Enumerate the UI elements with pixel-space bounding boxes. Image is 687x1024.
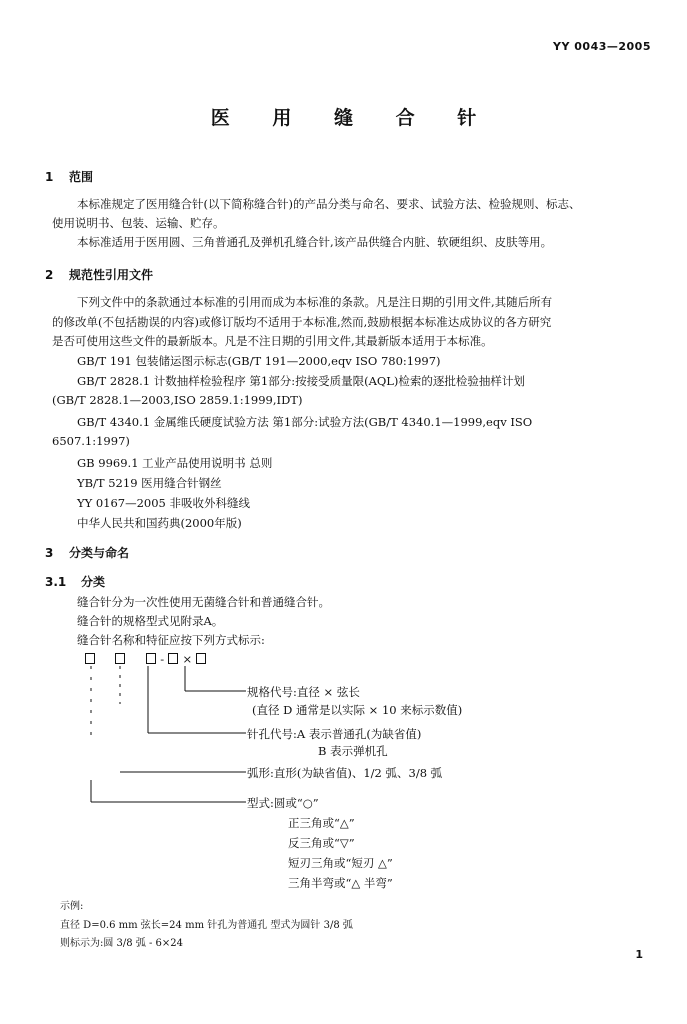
reference-item-continued: (GB/T 2828.1—2003,ISO 2859.1:1999,IDT) [52, 393, 303, 407]
reference-item: GB/T 4340.1 金属维氏硬度试验方法 第1部分:试验方法(GB/T 4340.1—1999,eqv ISO [77, 415, 533, 429]
reference-item: YB/T 5219 医用缝合针钢丝 [77, 476, 222, 490]
reference-item: YY 0167—2005 非吸收外科缝线 [77, 496, 251, 510]
label-type: 型式:圆或“○” [247, 796, 319, 810]
reference-item: GB/T 2828.1 计数抽样检验程序 第1部分:按接受质量限(AQL)检索的逐批检验抽样计划 [77, 374, 525, 388]
section-3-line: 缝合针分为一次性使用无菌缝合针和普通缝合针。 [77, 595, 330, 609]
section-2-intro-line2: 的修改单(不包括勘误的内容)或修订版均不适用于本标准,然而,鼓励根据本标准达成协议的各方研究 [52, 315, 552, 329]
reference-item: 中华人民共和国药典(2000年版) [77, 516, 242, 530]
section-2-intro-line1: 下列文件中的条款通过本标准的引用而成为本标准的条款。凡是注日期的引用文件,其随后所有 [77, 295, 553, 309]
type-option: 反三角或“▽” [288, 836, 355, 850]
code-separator: - [160, 652, 165, 666]
reference-item-continued: 6507.1:1997) [52, 434, 130, 448]
section-3-line: 缝合针名称和特征应按下列方式标示: [77, 633, 265, 647]
section-1-para1-line2: 使用说明书、包装、运输、贮存。 [52, 216, 225, 230]
reference-item: GB 9969.1 工业产品使用说明书 总则 [77, 456, 273, 470]
section-2-number: 2 [45, 268, 54, 282]
type-option: 短刃三角或“短刃 △” [288, 856, 393, 870]
section-3-number: 3 [45, 546, 54, 560]
example-line1: 直径 D=0.6 mm 弦长=24 mm 针孔为普通孔 型式为圆针 3/8 弧 [60, 920, 353, 931]
label-arc: 弧形:直形(为缺省值)、1/2 弧、3/8 弧 [247, 766, 443, 780]
type-option: 正三角或“△” [288, 816, 355, 830]
section-1-title: 范围 [69, 170, 94, 184]
type-option: 三角半弯或“△ 半弯” [288, 876, 393, 890]
section-2-title: 规范性引用文件 [69, 268, 154, 282]
page-number: 1 [635, 948, 643, 961]
section-3-line: 缝合针的规格型式见附录A。 [77, 614, 224, 628]
section-1-para2: 本标准适用于医用圆、三角普通孔及弹机孔缝合针,该产品供缝合内脏、软硬组织、皮肤等用。 [77, 235, 553, 249]
subsection-3-1-title: 分类 [81, 575, 106, 589]
standard-number: YY 0043—2005 [553, 40, 651, 53]
label-hole-line1: 针孔代号:A 表示普通孔(为缺省值) [247, 727, 422, 741]
section-1-para1-line1: 本标准规定了医用缝合针(以下简称缝合针)的产品分类与命名、要求、试验方法、检验规则、标志、 [77, 197, 581, 211]
label-spec-line2: (直径 D 通常是以实际 × 10 来标示数值) [252, 703, 463, 717]
label-hole-line2: B 表示弹机孔 [318, 744, 388, 758]
reference-item: GB/T 191 包装储运图示标志(GB/T 191—2000,eqv ISO 780:1997) [77, 354, 441, 368]
example-heading: 示例: [60, 901, 84, 912]
section-3-title: 分类与命名 [69, 546, 130, 560]
section-1-number: 1 [45, 170, 54, 184]
section-2-intro-line3: 是否可使用这些文件的最新版本。凡是不注日期的引用文件,其最新版本适用于本标准。 [52, 334, 493, 348]
example-line2: 则标示为:圆 3/8 弧 - 6×24 [60, 938, 184, 949]
subsection-3-1-number: 3.1 [45, 575, 67, 589]
code-times-sign: × [182, 652, 193, 666]
label-spec-line1: 规格代号:直径 × 弦长 [247, 685, 360, 699]
document-title: 医 用 缝 合 针 [210, 107, 495, 129]
